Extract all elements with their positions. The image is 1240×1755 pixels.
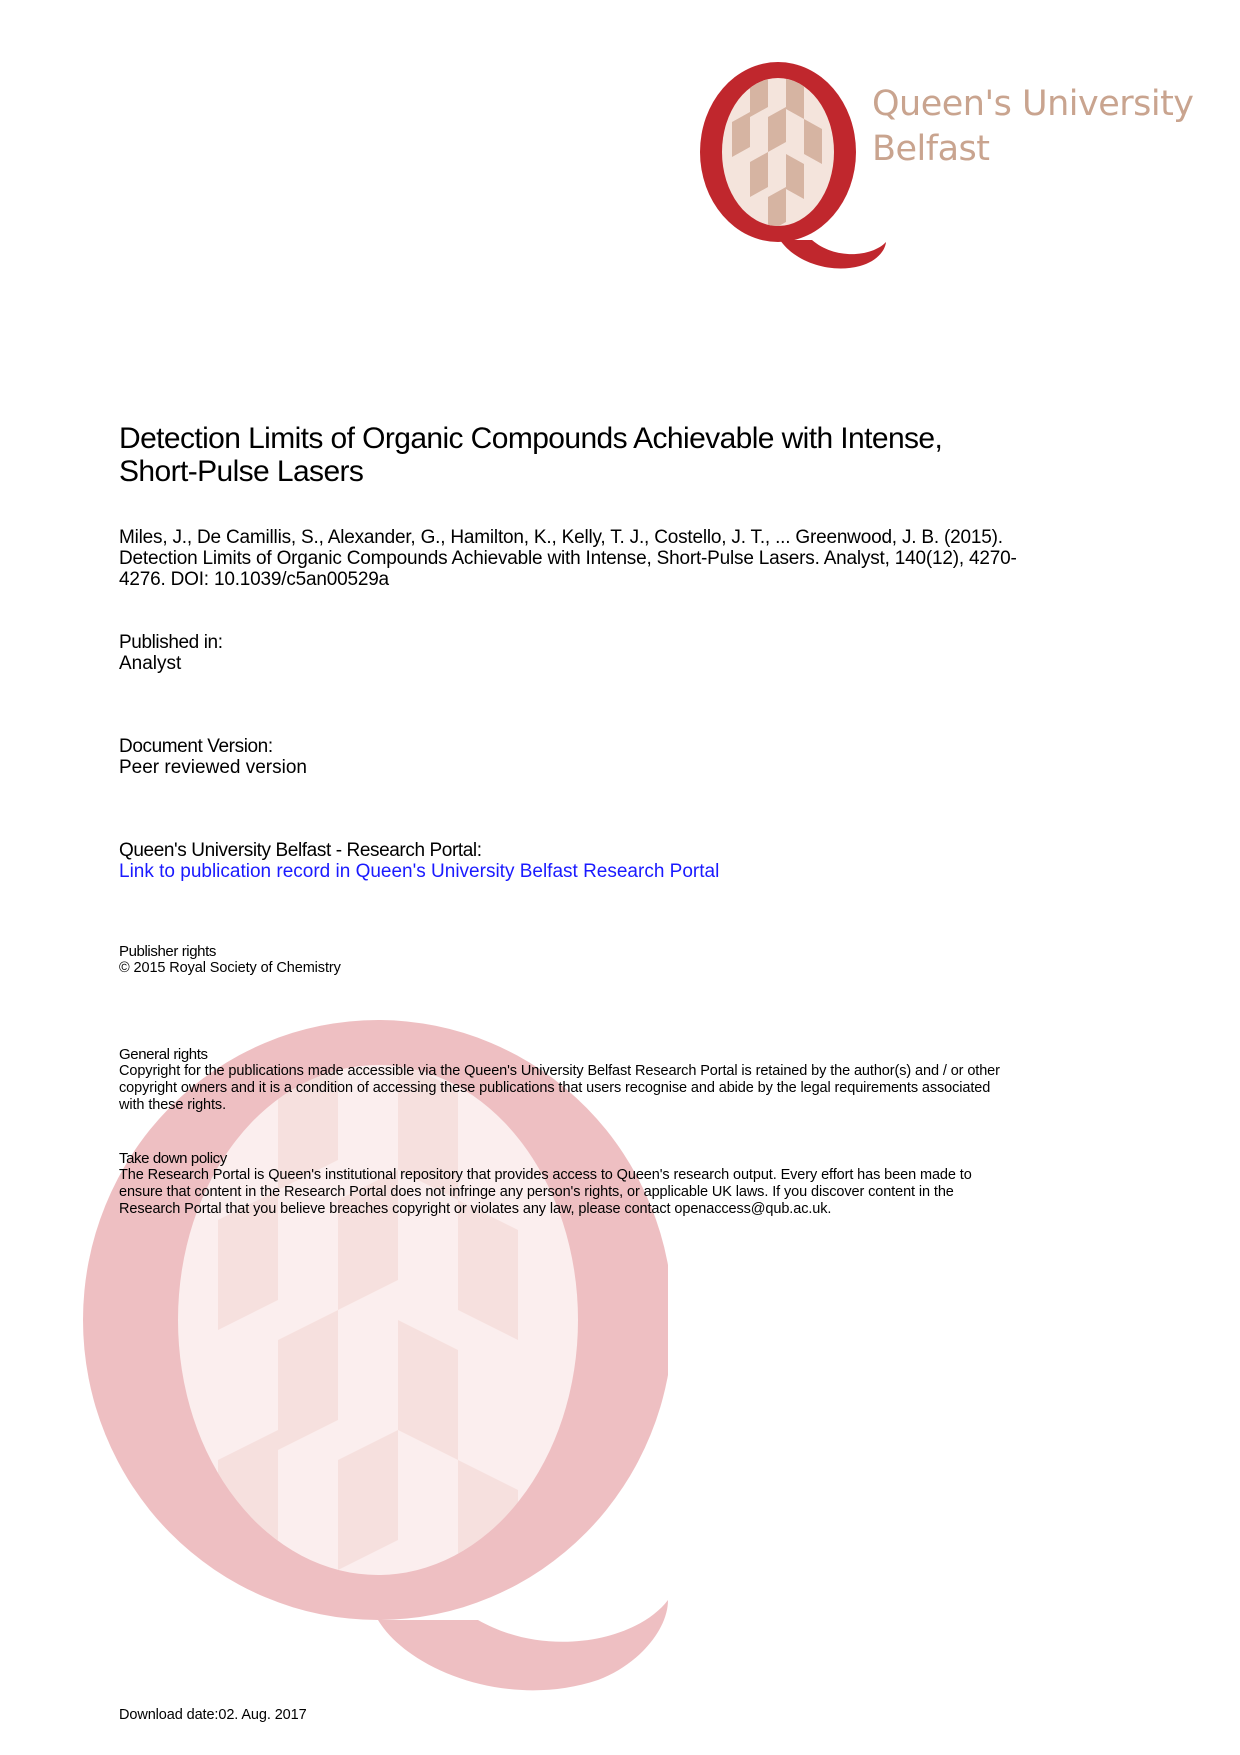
published-in-value: Analyst	[119, 653, 182, 674]
publisher-rights-label: Publisher rights	[119, 943, 216, 960]
document-version-label: Document Version:	[119, 736, 273, 757]
general-rights-section	[119, 1046, 1149, 1114]
general-rights-line-3: with these rights.	[119, 1097, 226, 1113]
university-logo	[700, 62, 1194, 272]
published-in-label: Published in:	[119, 632, 223, 653]
publisher-rights-section	[119, 943, 1149, 977]
published-in-section	[119, 632, 1149, 674]
general-rights-label: General rights	[119, 1046, 208, 1063]
take-down-policy-label: Take down policy	[119, 1150, 227, 1167]
title-line-1: Detection Limits of Organic Compounds Achievable with Intense,	[119, 422, 943, 455]
citation-line-1: Miles, J., De Camillis, S., Alexander, G., Hamilton, K., Kelly, T. J., Costello, J. T., ... Greenwood, J. B. (2015).	[119, 527, 1003, 548]
take-down-policy-line-3: Research Portal that you believe breaches copyright or violates any law, please contact openaccess@qub.ac.uk.	[119, 1201, 832, 1217]
citation-line-3: 4276. DOI: 10.1039/c5an00529a	[119, 569, 389, 590]
take-down-policy-section	[119, 1150, 1149, 1218]
logo-line-belfast: Belfast	[872, 129, 990, 169]
logo-text	[872, 82, 1194, 172]
download-date: Download date:02. Aug. 2017	[119, 1707, 307, 1723]
citation-line-2: Detection Limits of Organic Compounds Achievable with Intense, Short-Pulse Lasers. Analyst, 140(12), 4270-	[119, 548, 1017, 569]
general-rights-line-2: copyright owners and it is a condition of accessing these publications that users recognise and abide by the legal requirements associated	[119, 1080, 991, 1096]
document-version-value: Peer reviewed version	[119, 757, 307, 778]
q-watermark-icon	[78, 1020, 668, 1700]
research-portal-section	[119, 840, 1149, 882]
paper-title	[119, 422, 1149, 488]
q-logo-icon	[700, 62, 890, 272]
document-version-section	[119, 736, 1149, 778]
take-down-policy-line-2: ensure that content in the Research Portal does not infringe any person's rights, or applicable UK laws. If you discover content in the	[119, 1184, 954, 1200]
publication-record-link[interactable]: Link to publication record in Queen's University Belfast Research Portal	[119, 861, 720, 882]
publisher-rights-value: © 2015 Royal Society of Chemistry	[119, 960, 341, 976]
title-line-2: Short-Pulse Lasers	[119, 455, 364, 488]
research-portal-label: Queen's University Belfast - Research Portal:	[119, 840, 482, 861]
logo-line-university: Queen's University	[872, 84, 1194, 124]
take-down-policy-line-1: The Research Portal is Queen's institutional repository that provides access to Queen's research output. Every effort has been made to	[119, 1167, 972, 1183]
citation	[119, 527, 1149, 590]
general-rights-line-1: Copyright for the publications made accessible via the Queen's University Belfast Research Portal is retained by the author(s) and / or other	[119, 1063, 1000, 1079]
